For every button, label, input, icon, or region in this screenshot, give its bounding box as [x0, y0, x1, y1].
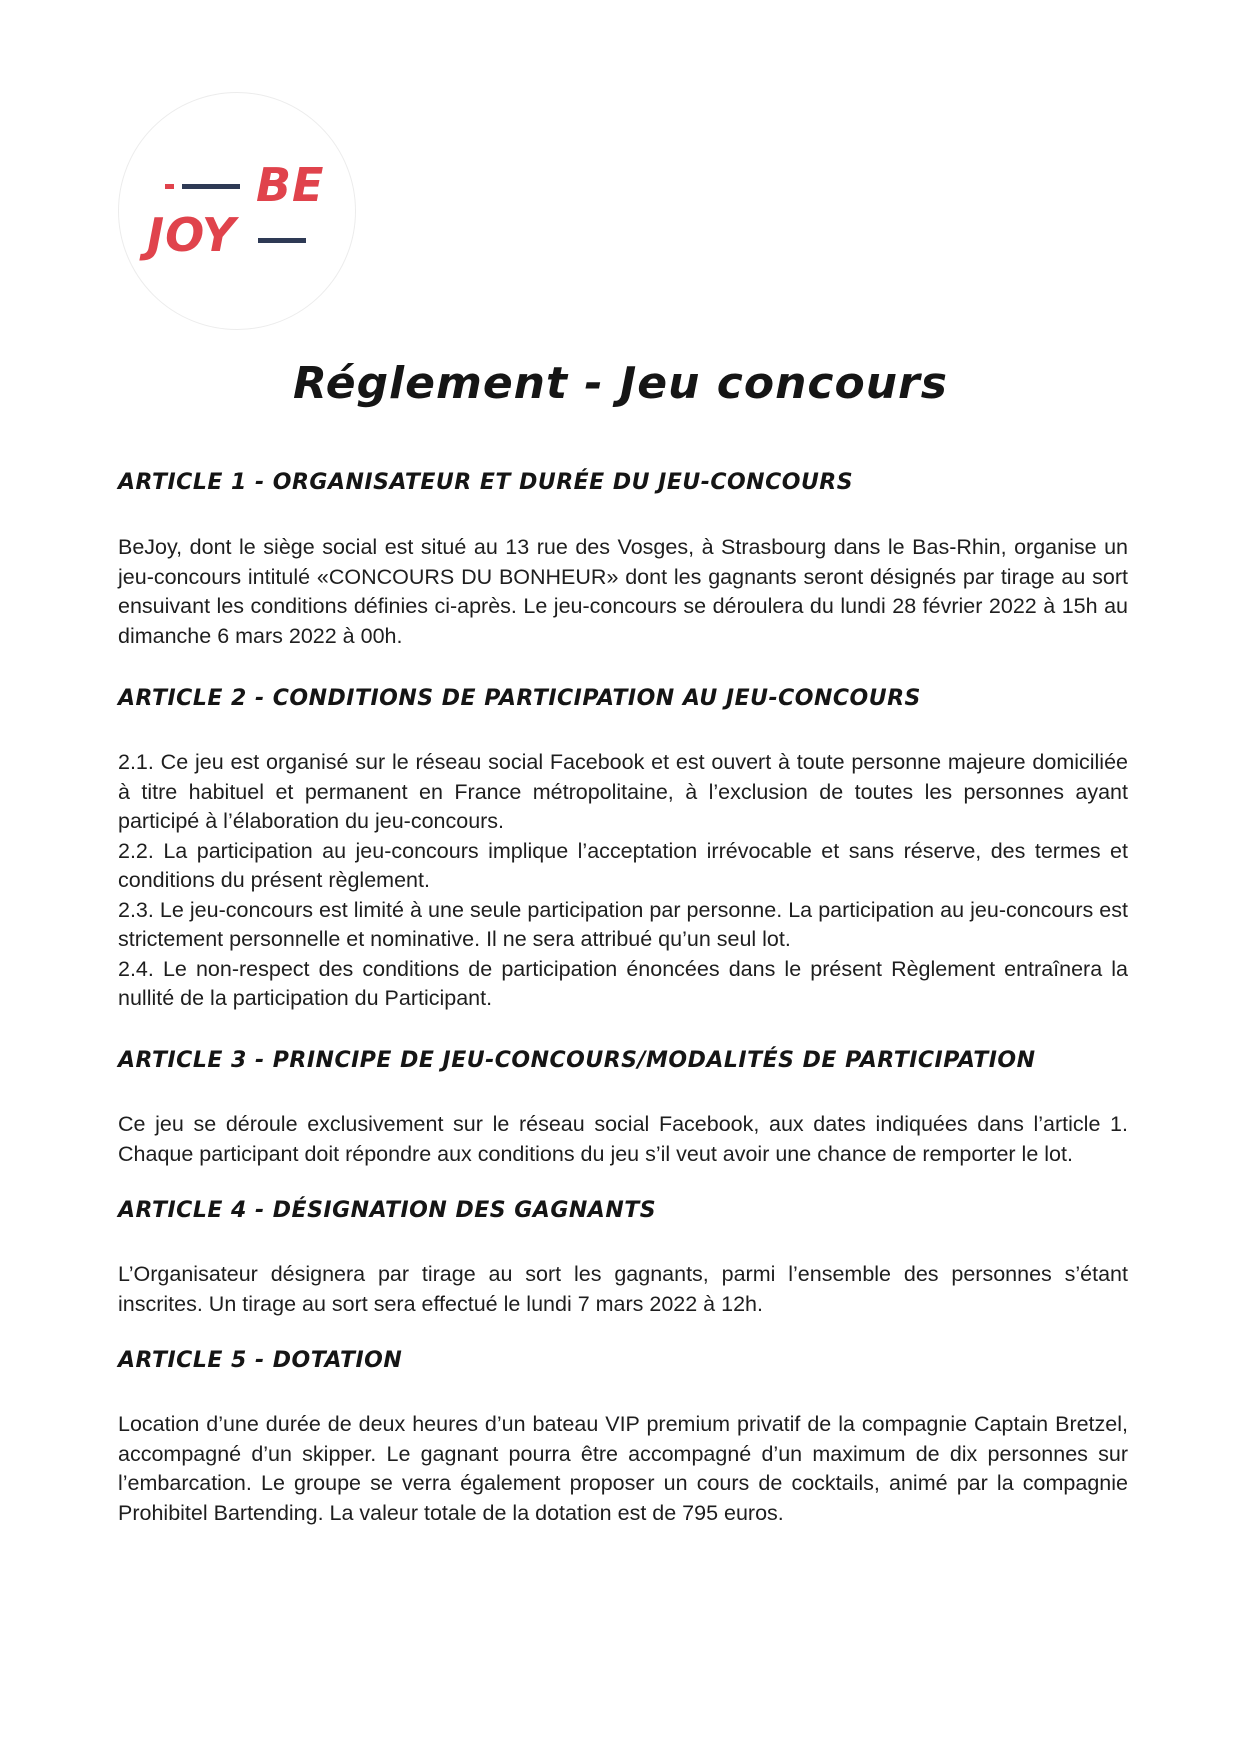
article-4-body: [118, 1260, 1128, 1319]
article-3-heading: ARTICLE 3 - PRINCIPE DE JEU-CONCOURS/MODALITÉS DE PARTICIPATION: [118, 1048, 1036, 1073]
logo-be-text: BE: [256, 158, 325, 212]
logo-bar-bottom: [258, 238, 306, 243]
article-3-paragraph: Ce jeu se déroule exclusivement sur le réseau social Facebook, aux dates indiquées dans l’article 1. Chaque participant doit répondre aux conditions du jeu s’il veut avoir une chance de remporter le lot.: [118, 1112, 1128, 1166]
article-4-paragraph: L’Organisateur désignera par tirage au sort les gagnants, parmi l’ensemble des personnes s’étant inscrites. Un tirage au sort sera effectué le lundi 7 mars 2022 à 12h.: [118, 1262, 1128, 1316]
article-1-paragraph: BeJoy, dont le siège social est situé au 13 rue des Vosges, à Strasbourg dans le Bas-Rhin, organise un jeu-concours intitulé «CONCOURS DU BONHEUR» dont les gagnants seront désignés par tirage au sort ensuivant les conditions définies ci-après. Le jeu-concours se déroulera du lundi 28 février 2022 à 15h au dimanche 6 mars 2022 à 00h.: [118, 535, 1128, 648]
article-2-paragraph-1: 2.1. Ce jeu est organisé sur le réseau social Facebook et est ouvert à toute personne majeure domiciliée à titre habituel et permanent en France métropolitaine, à l’exclusion de toutes les personnes ayant participé à l’élaboration du jeu-concours.: [118, 750, 1128, 833]
article-2-heading: ARTICLE 2 - CONDITIONS DE PARTICIPATION AU JEU-CONCOURS: [118, 686, 921, 711]
article-3-body: [118, 1110, 1128, 1169]
page-title: Réglement - Jeu concours: [293, 358, 948, 409]
logo-joy-text: JOY: [147, 208, 237, 262]
article-5-body: [118, 1410, 1128, 1528]
article-2-paragraph-2: 2.2. La participation au jeu-concours implique l’acceptation irrévocable et sans réserve, des termes et conditions du présent règlement.: [118, 838, 1128, 892]
article-5-paragraph: Location d’une durée de deux heures d’un bateau VIP premium privatif de la compagnie Captain Bretzel, accompagné d’un skipper. Le gagnant pourra être accompagné d’un maximum de dix personnes sur l’embarcation. Le groupe se verra également proposer un cours de cocktails, animé par la compagnie Prohibitel Bartending. La valeur totale de la dotation est de 795 euros.: [118, 1412, 1128, 1525]
logo-dot: [165, 184, 174, 189]
article-2-paragraph-3: 2.3. Le jeu-concours est limité à une seule participation par personne. La participation au jeu-concours est strictement personnelle et nominative. Il ne sera attribué qu’un seul lot.: [118, 897, 1128, 951]
article-1-heading: ARTICLE 1 - ORGANISATEUR ET DURÉE DU JEU-CONCOURS: [118, 470, 854, 495]
article-2-body: [118, 748, 1128, 1014]
article-1-body: [118, 533, 1128, 651]
logo-bar-top: [182, 184, 240, 189]
article-4-heading: ARTICLE 4 - DÉSIGNATION DES GAGNANTS: [118, 1198, 657, 1223]
article-2-paragraph-4: 2.4. Le non-respect des conditions de participation énoncées dans le présent Règlement entraînera la nullité de la participation du Participant.: [118, 956, 1128, 1010]
article-5-heading: ARTICLE 5 - DOTATION: [118, 1348, 403, 1373]
